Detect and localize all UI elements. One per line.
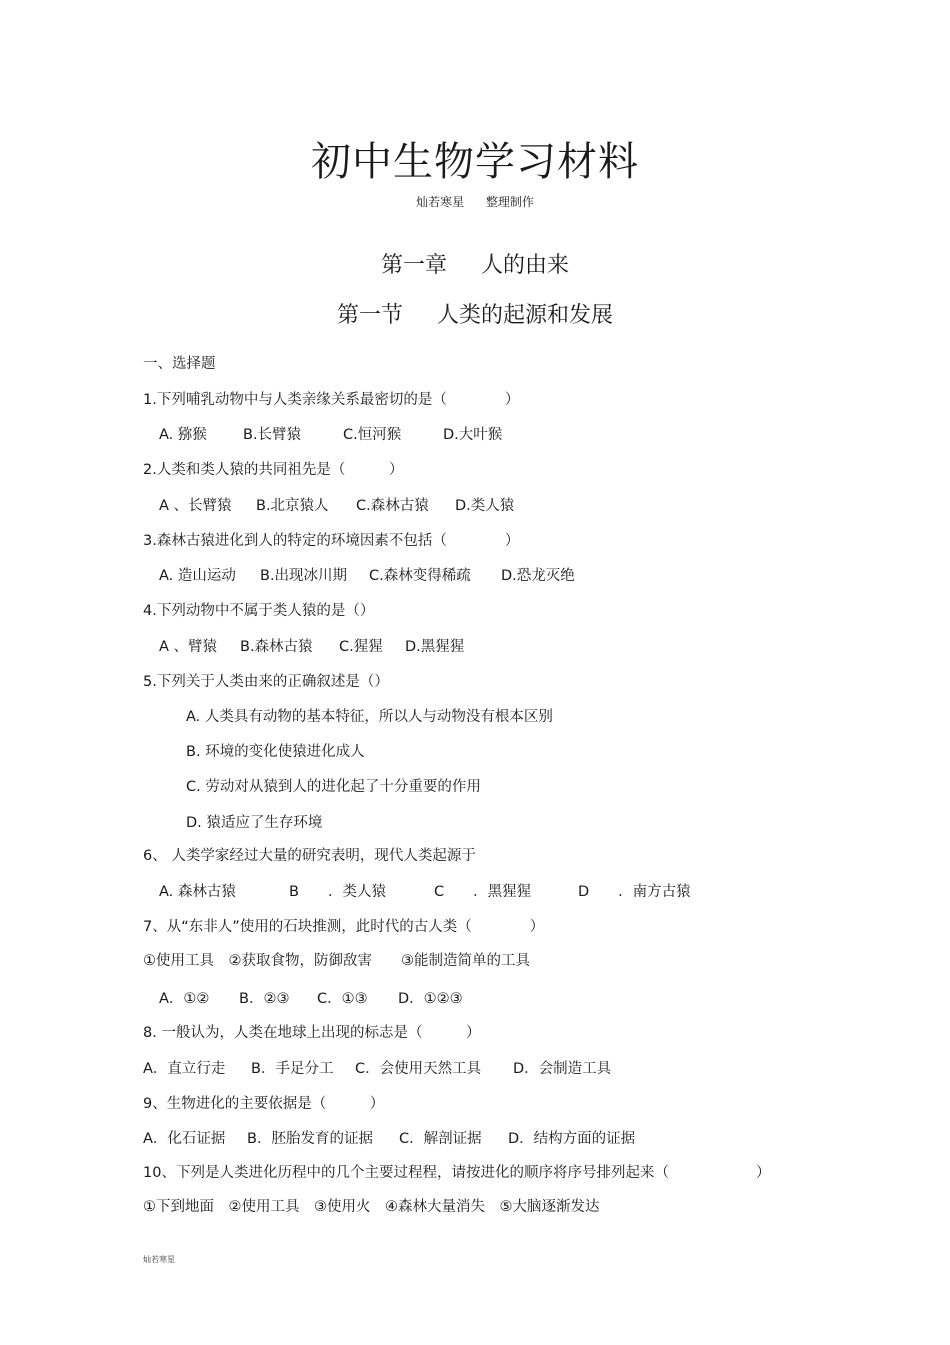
option: B.长臂猿 [243, 427, 302, 443]
question-stem: 5.下列关于人类由来的正确叙述是（） [143, 674, 389, 690]
chapter-heading [0, 251, 950, 281]
author-name: 灿若寒星 [416, 195, 465, 209]
option: C.森林古猿 [356, 498, 429, 514]
option: D.类人猿 [455, 498, 515, 514]
option: D．会制造工具 [513, 1061, 612, 1077]
option: C. 劳动对从猿到人的进化起了十分重要的作用 [186, 779, 481, 795]
option: A 、臂猿 [159, 639, 218, 655]
option-row [159, 495, 514, 517]
page-footer: 灿若寒星 [143, 1255, 175, 1264]
chapter-number: 第一章 [380, 253, 447, 278]
option-row [159, 565, 575, 587]
option: D.恐龙灭绝 [501, 568, 575, 584]
section-name: 人类的起源和发展 [437, 303, 614, 328]
chapter-name: 人的由来 [481, 253, 570, 278]
question-stem: 10、下列是人类进化历程中的几个主要过程程，请按进化的顺序将序号排列起来（ ） [143, 1165, 771, 1181]
option: A．化石证据 [143, 1131, 226, 1147]
section-number: 第一节 [336, 303, 403, 328]
option: B．②③ [239, 991, 290, 1007]
option: D ．南方古猿 [578, 884, 691, 900]
author-line [0, 192, 950, 212]
option: B ．类人猿 [289, 884, 386, 900]
section-heading [0, 301, 950, 331]
option: A．①② [159, 991, 210, 1007]
option: A 、长臂猿 [159, 498, 232, 514]
option: C．①③ [317, 991, 368, 1007]
option-row [143, 1058, 611, 1080]
option: B.北京猿人 [256, 498, 329, 514]
option: D.大叶猴 [443, 427, 503, 443]
question-stem: 9、生物进化的主要依据是（ ） [143, 1096, 385, 1112]
option: D. 猿适应了生存环境 [186, 815, 323, 831]
option: B. 环境的变化使猿进化成人 [186, 744, 365, 760]
option: B.出现冰川期 [260, 568, 348, 584]
question-stem: 4.下列动物中不属于类人猿的是（） [143, 603, 375, 619]
document-title: 初中生物学习材料 [311, 139, 639, 185]
option-row [159, 424, 502, 446]
option-row [159, 881, 691, 903]
question-note: ①下到地面 ②使用工具 ③使用火 ④森林大量消失 ⑤大脑逐渐发达 [143, 1199, 600, 1215]
option-row [159, 988, 463, 1010]
option-row [159, 636, 464, 658]
question-stem: 8. 一般认为，人类在地球上出现的标志是（ ） [143, 1025, 481, 1041]
option: C．会使用天然工具 [355, 1061, 482, 1077]
question-stem: 3.森林古猿进化到人的特定的环境因素不包括（ ） [143, 533, 520, 549]
option: C．解剖证据 [399, 1131, 482, 1147]
question-stem: 7、从“东非人”使用的石块推测，此时代的古人类（ ） [143, 919, 545, 935]
option: C.猩猩 [339, 639, 383, 655]
question-stem: 1.下列哺乳动物中与人类亲缘关系最密切的是（ ） [143, 392, 520, 408]
option: C.森林变得稀疏 [369, 568, 471, 584]
option: D.黑猩猩 [405, 639, 465, 655]
question-note: ①使用工具 ②获取食物，防御敌害 ③能制造简单的工具 [143, 953, 530, 969]
option: A. 人类具有动物的基本特征，所以人与动物没有根本区别 [186, 709, 553, 725]
option: C ．黑猩猩 [434, 884, 532, 900]
option: C.恒河猴 [343, 427, 402, 443]
option: A．直立行走 [143, 1061, 226, 1077]
option: A. 森林古猿 [159, 884, 236, 900]
option: B．手足分工 [251, 1061, 334, 1077]
question-stem: 2.人类和类人猿的共同祖先是（ ） [143, 462, 404, 478]
option: B．胚胎发育的证据 [247, 1131, 373, 1147]
author-note: 整理制作 [485, 195, 534, 209]
option: A. 猕猴 [159, 427, 207, 443]
question-stem: 6、 人类学家经过大量的研究表明，现代人类起源于 [143, 848, 476, 864]
option: B.森林古猿 [240, 639, 313, 655]
option: D．结构方面的证据 [508, 1131, 636, 1147]
part-heading: 一、选择题 [143, 356, 216, 372]
option-row [143, 1128, 635, 1150]
option: D．①②③ [398, 991, 463, 1007]
option: A. 造山运动 [159, 568, 236, 584]
